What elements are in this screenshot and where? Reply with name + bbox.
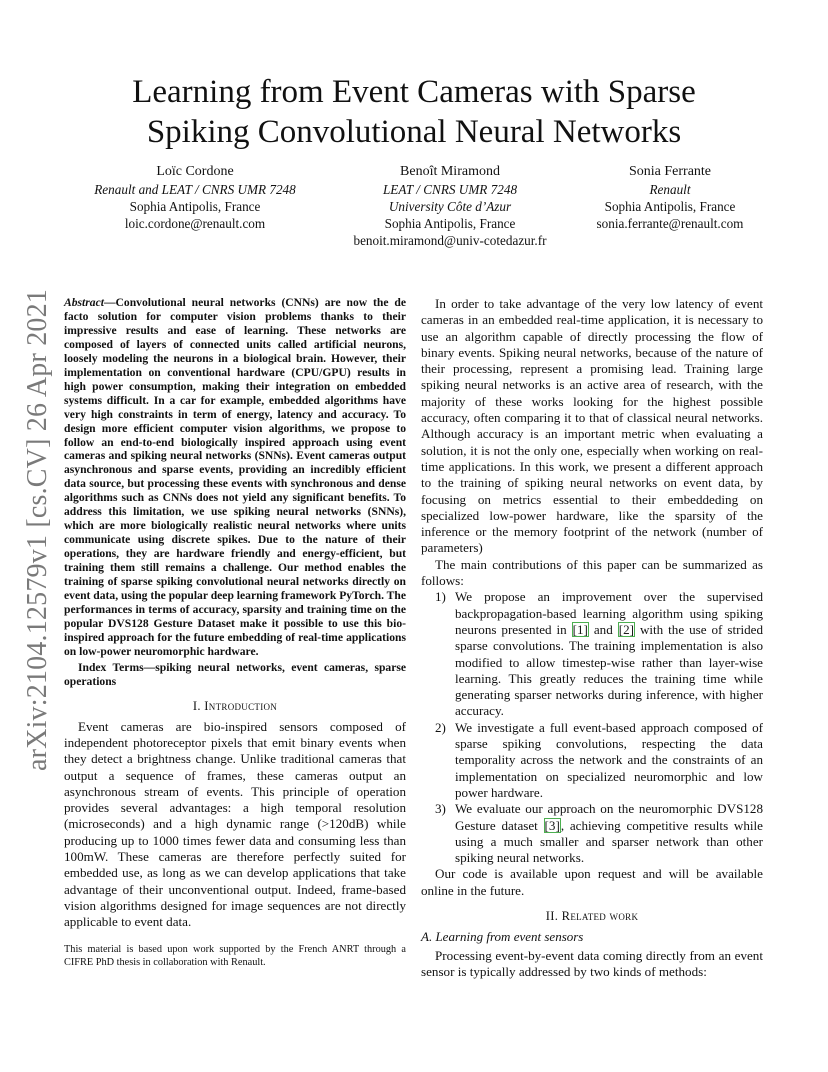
list-item-text: We investigate a full event-based approach composed of sparse spiking convolutions, respecting the data temporality across the network and the constraints of an implementation on specialized neuromorphic and low power hardware. [455, 719, 763, 800]
author-affiliation: LEAT / CNRS UMR 7248 [382, 182, 518, 197]
list-item [421, 801, 763, 866]
index-terms-text: —spiking neural networks, event cameras, sparse operations [64, 660, 407, 688]
citation-link[interactable]: [2] [618, 621, 634, 637]
list-item-text: We evaluate our approach on the neuromorphic DVS128 Gesture dataset [455, 801, 763, 833]
author-name: Loïc Cordone [156, 164, 234, 179]
author-name: Sonia Ferrante [628, 164, 712, 179]
index-terms-label: Index Terms [78, 660, 144, 674]
list-item-text: , achieving competitive results while using a much smaller and sparser network than other spiking neural networks. [455, 817, 763, 866]
contributions-list [421, 589, 763, 866]
list-item-text: We propose an improvement over the supervised backpropagation-based learning algorithm using spiking neurons presented in [455, 589, 763, 637]
intro-paragraph: Event cameras are bio-inspired sensors composed of independent photoreceptor pixels that emit binary events when they detect a brightness change. Unlike traditional cameras that output a sequence of frames, these cameras output an asynchronous stream of events. This principle of operation provides several advantages: a high temporal resolution (microseconds) and a high dynamic range (>120dB) while producing up to 1000 times fewer data and consuming less than 100mW. These cameras are therefore perfectly suited for embedded use, as long as we can develop applications that take advantage of their unconventional output. Indeed, frame-based vision algorithms designed for image sequences are not directly applicable to event data. [64, 718, 406, 930]
footnote: This material is based upon work supported by the French ANRT through a CIFRE PhD thesis in collaboration with Renault. [64, 944, 406, 968]
subsection-heading: A. Learning from event sensors [421, 928, 584, 944]
author-block [60, 162, 768, 252]
paragraph: Our code is available upon request and will be available online in the future. [421, 866, 763, 898]
author-3 [540, 162, 800, 232]
author-name: Benoît Miramond [400, 164, 500, 179]
list-item-text: and [588, 621, 618, 637]
index-terms [64, 661, 406, 689]
citation-link[interactable]: [1] [572, 621, 588, 637]
paragraph: In order to take advantage of the very low latency of event cameras in an embedded real-time application, it is necessary to use an algorithm capable of directly processing the flow of binary events. Spiking neural networks, because of the nature of their processing, represent a promising lead. Training large spiking neural networks is an active area of research, with the majority of these works looking for the highest possible accuracy, often comparing it to that of classical neural networks. Although accuracy is an important metric when evaluating a solution, it is not the only one, especially when working on real-time applications. In this work, we present a different approach to the training of spiking neural networks on event data, by focusing on metrics essential to their embeddeding on specialized low-power hardware, like the sparsity of the inference or the memory footprint of the network (number of parameters) [421, 296, 763, 556]
section-heading-introduction: I. Introduction [192, 698, 278, 713]
author-affiliation: Renault and LEAT / CNRS UMR 7248 [94, 182, 296, 197]
title-line-1: Learning from Event Cameras with Sparse [132, 74, 696, 110]
right-column [421, 296, 763, 981]
author-affiliation-2: University Côte d’Azur [388, 199, 512, 214]
section-heading-related-work: II. Related work [545, 908, 639, 923]
list-item-number: 3) [435, 801, 446, 817]
author-email[interactable]: sonia.ferrante@renault.com [596, 216, 744, 231]
paragraph: Processing event-by-event data coming directly from an event sensor is typically addressed by two kinds of methods: [421, 947, 763, 980]
arxiv-stamp [8, 290, 68, 770]
abstract [64, 296, 406, 659]
abstract-label: Abstract [64, 296, 104, 309]
arxiv-id[interactable]: arXiv:2104.12579v1 [cs.CV] 26 Apr 2021 [22, 288, 54, 772]
list-item [421, 720, 763, 801]
paper-title [60, 72, 768, 152]
citation-link[interactable]: [3] [544, 817, 560, 833]
left-column [64, 296, 406, 931]
list-item-number: 1) [435, 589, 446, 605]
author-location: Sophia Antipolis, France [129, 199, 261, 214]
abstract-text: —Convolutional neural networks (CNNs) are now the de facto solution for computer vision problems thanks to their impressive results and ease of learning. These networks are composed of layers of connected units called artificial neurons, loosely modeling the neurons in a biological brain. However, their implementation on conventional hardware (CPU/GPU) results in high power consumption, making their integration on embedded systems difficult. In a car for example, embedded algorithms have very high constraints in term of energy, latency and accuracy. To design more efficient computer vision algorithms, we propose to follow an end-to-end biologically inspired approach using event cameras and spiking neural networks (SNNs). Event cameras output asynchronous and sparse events, providing an incredibly efficient data source, but processing these events with synchronous and dense algorithms such as CNNs does not yield any significant benefits. To address this limitation, we use spiking neural networks (SNNs), which are more biologically realistic neural networks where units communicate using discrete spikes. Due to the nature of their operations, they are hardware friendly and energy-efficient, but training them still remains a challenge. Our method enables the training of sparse spiking convolutional neural networks directly on event data, using the popular deep learning framework PyTorch. The performances in terms of accuracy, sparsity and training time on the popular DVS128 Gesture Dataset make it possible to use this bio-inspired approach for the future embedding of real-time applications on low-power neuromorphic hardware. [64, 296, 406, 658]
title-line-2: Spiking Convolutional Neural Networks [146, 114, 682, 150]
author-location: Sophia Antipolis, France [384, 216, 516, 231]
list-item [421, 589, 763, 719]
author-1 [60, 162, 330, 232]
author-location: Sophia Antipolis, France [604, 199, 736, 214]
author-affiliation: Renault [649, 182, 691, 197]
author-email[interactable]: loic.cordone@renault.com [124, 216, 266, 231]
paragraph: The main contributions of this paper can be summarized as follows: [421, 556, 763, 589]
list-item-number: 2) [435, 719, 446, 735]
list-item-text: with the use of strided sparse convolutions. The training implementation is also modified to allow timestep-wise rather than layer-wise learning. This greatly reduces the training time while generating sparser networks during inference, with higher accuracy. [455, 621, 763, 719]
author-email[interactable]: benoit.miramond@univ-cotedazur.fr [353, 233, 547, 248]
